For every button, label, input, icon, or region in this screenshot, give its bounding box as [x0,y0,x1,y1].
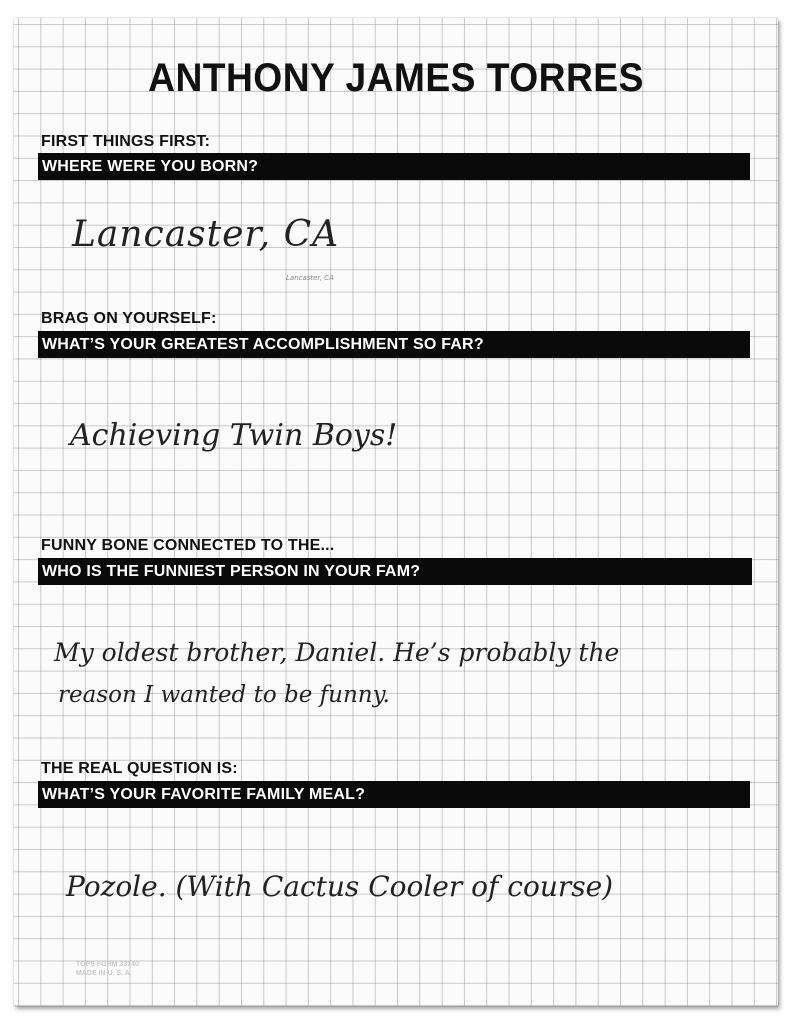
graph-paper-sheet [14,18,778,1006]
paper-pad-imprint [76,960,139,978]
section-label-funny: FUNNY BONE CONNECTED TO THE... [41,537,335,554]
paper-pad-imprint-line-1: TOPS FORM 33140 [76,961,139,968]
answer-brag: Achieving Twin Boys! [70,418,398,453]
answer-born: Lancaster, CA [72,214,340,255]
question-bar-born: WHERE WERE YOU BORN? [38,153,750,180]
question-bar-funny: WHO IS THE FUNNIEST PERSON IN YOUR FAM? [38,558,752,585]
question-bar-meal: WHAT’S YOUR FAVORITE FAMILY MEAL? [38,781,750,808]
question-bar-brag: WHAT’S YOUR GREATEST ACCOMPLISHMENT SO FAR? [38,331,750,358]
section-label-meal: THE REAL QUESTION IS: [41,760,238,777]
answer-born-subnote: Lancaster, CA [286,274,334,282]
answer-meal: Pozole. (With Cactus Cooler of course) [66,870,614,903]
paper-pad-imprint-line-2: MADE IN U. S. A. [76,970,132,977]
section-label-brag: BRAG ON YOURSELF: [41,310,217,327]
answer-funny-line-1: My oldest brother, Daniel. He’s probably the [54,638,620,667]
answer-funny-line-2: reason I wanted to be funny. [58,682,390,708]
page-title: ANTHONY JAMES TORRES [148,56,644,100]
section-label-born: FIRST THINGS FIRST: [41,133,211,150]
